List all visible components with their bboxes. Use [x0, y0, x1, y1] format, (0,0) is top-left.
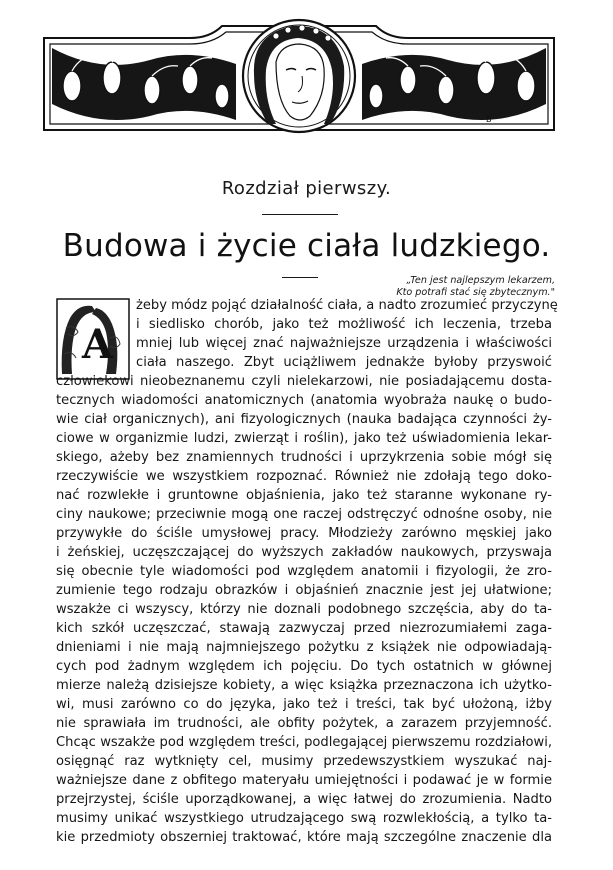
body-line: nać rozwlekłe i gruntowne objaśnienia, jako też staranne wykonane ry- [56, 488, 552, 503]
chapter-label: Rozdział pierwszy. [221, 178, 392, 199]
svg-text:B: B [486, 115, 492, 124]
body-line: osięgnąć raz wytknięty cel, musimy przedewszystkiem wyszukać naj- [56, 754, 552, 769]
body-line: zumienie tego rodzaju obrazków i objaśnień znacznie jest jej ułatwione; [56, 583, 552, 598]
body-line: przejrzystej, ściśle uporządkowanej, a więc łatwej do zrozumienia. Nadto [56, 792, 552, 807]
body-line: wie ciał organicznych), ani fizyologicznych (nauka badająca czynności ży- [56, 412, 552, 427]
body-line: kie przedmioty obszerniej traktować, które mają szczególne znaczenie dla [56, 830, 552, 845]
body-line: musimy unikać wszystkiego utrudzającego swą rozwlekłością, a tylko ta- [56, 811, 552, 826]
body-line: dnieniami i nie mają najmniejszego pożytku z książek nie odpowiadają- [56, 640, 552, 655]
body-line: kich szkół uczęszczać, stawają zazwyczaj przed niezrozumiałemi zaga- [56, 621, 552, 636]
epigraph-line: „Ten jest najlepszym lekarzem, [406, 275, 555, 286]
body-line: mniej lub więcej znać najważniejsze urządzenia i właściwości [136, 336, 552, 351]
body-line: ważniejsze dane z obfitego materyału umiejętności i podawać je w formie [56, 773, 552, 788]
body-line: się obecnie tyle wiadomości pod względem anatomii i fizyologii, że zro- [56, 564, 552, 579]
epigraph-divider [282, 277, 318, 278]
body-line: ciała naszego. Zbyt uciążliwem jednakże byłoby przyswoić [136, 355, 552, 370]
body-line: mierze należą dzisiejsze kobiety, a więc książka przeznaczona ich użytko- [56, 678, 552, 693]
ornamental-drop-cap [56, 298, 130, 380]
body-line: nie sprawiała im trudności, ale obfity pożytek, a zarazem przyjemność. [56, 716, 552, 731]
body-line: żeby módz pojąć działalność ciała, a nadto zrozumieć przyczynę [136, 298, 558, 313]
body-line: i siedlisko chorób, jako też możliwość ich leczenia, trzeba [136, 317, 552, 332]
epigraph-line: Kto potrafi stać się zbytecznym." [396, 287, 555, 298]
epigraph [396, 275, 555, 299]
body-line: tecznych wiadomości anatomicznych (anatomia wyobraża naukę o budo- [56, 393, 552, 408]
body-line: człowiekowi nieobeznanemu czyli nielekarzowi, nie posiadającemu dosta- [56, 374, 552, 389]
body-line: wi, musi zarówno co do języka, jako też i treści, tak być ułożoną, iżby [56, 697, 552, 712]
title-divider [262, 214, 338, 215]
art-nouveau-headpiece-illustration [40, 4, 558, 140]
body-line: i żeńskiej, uczęszczającej do wyższych zakładów naukowych, przyswaja [56, 545, 552, 560]
body-line: cych pod żadnym względem ich pojęciu. Do tych ostatnich w głównej [56, 659, 552, 674]
body-line: rzeczywiście we wszystkiem rozpoznać. Również nie zdołają tego doko- [56, 469, 552, 484]
body-line: ciny naukowe; przeciwnie mogą one raczej odstręczyć odnośne osoby, nie [56, 507, 552, 522]
body-line: przywykłe do ściśle umysłowej pracy. Młodzieży zarówno męskiej jako [56, 526, 552, 541]
body-line: skiego, ażeby bez znamiennych trudności i uprzykrzenia sobie mógł się [56, 450, 552, 465]
body-line: wszakże ci wszyscy, którzy nie doznali podobnego szczęścia, aby do ta- [56, 602, 552, 617]
body-line: Chcąc wszakże pod względem treści, podlegającej pierwszemu rozdziałowi, [56, 735, 552, 750]
body-line: ciowe w organizmie ludzi, zwierząt i roślin), jako też uświadomienia lekar- [56, 431, 552, 446]
drop-cap-letter: A [82, 321, 114, 368]
chapter-title: Budowa i życie ciała ludzkiego. [62, 228, 551, 264]
